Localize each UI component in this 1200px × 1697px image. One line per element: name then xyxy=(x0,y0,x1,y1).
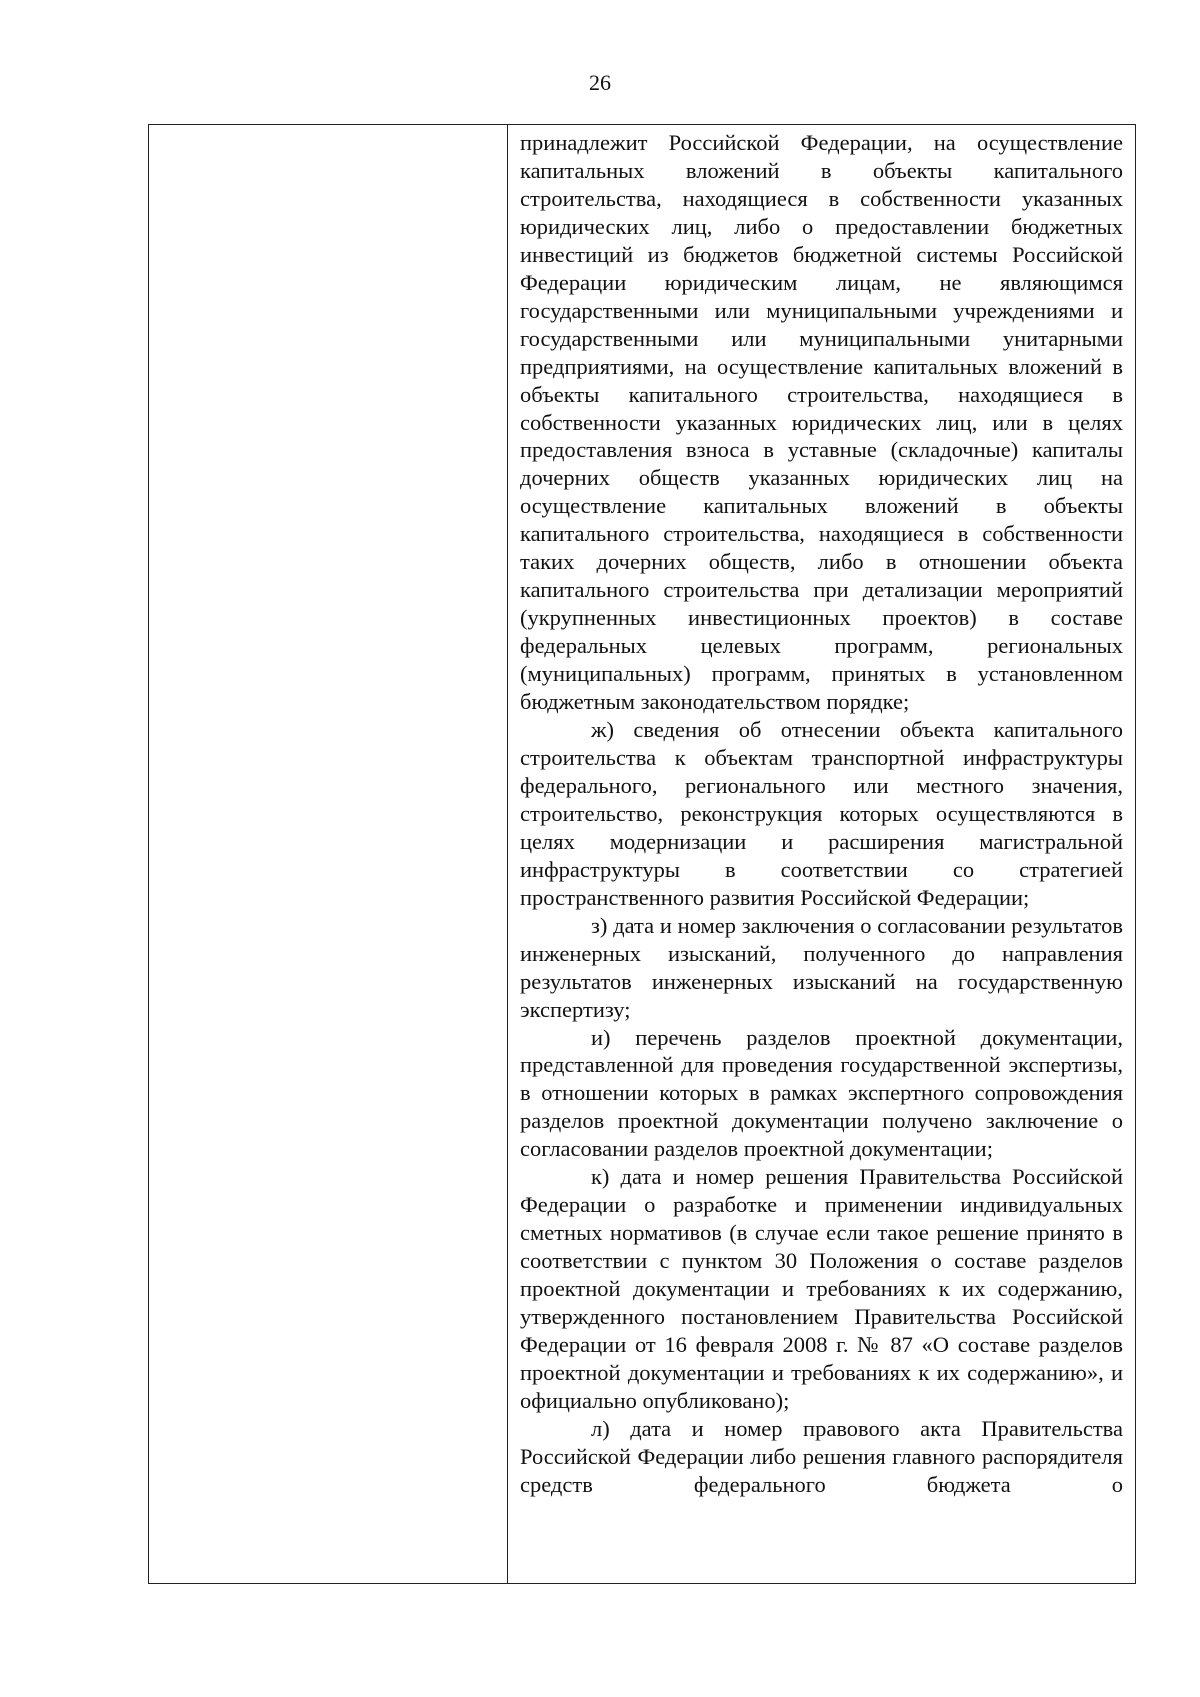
paragraph-item-i: и) перечень разделов проектной документации, представленной для проведения государственной экспертизы, в отношении которых в рамках экспертного сопровождения разделов проектной документации получено заключение о согласовании разделов проектной документации; xyxy=(520,1024,1123,1162)
table-cell-left xyxy=(149,125,508,1583)
document-table xyxy=(148,124,1136,1584)
paragraph-item-k: к) дата и номер решения Правительства Российской Федерации о разработке и применении индивидуальных сметных нормативов (в случае если такое решение принято в соответствии с пунктом 30 Положения о составе разделов проектной документации и требованиях к их содержанию, утвержденного постановлением Правительства Российской Федерации от 16 февраля 2008 г. № 87 «О составе разделов проектной документации и требованиях к их содержанию», и официально опубликовано); xyxy=(520,1164,1123,1413)
page-number: 26 xyxy=(589,70,611,95)
paragraph-item-z: з) дата и номер заключения о согласовании результатов инженерных изысканий, полученного до направления результатов инженерных изысканий на государственную экспертизу; xyxy=(520,912,1123,1022)
table-cell-right xyxy=(508,125,1135,1583)
paragraph-continuation: принадлежит Российской Федерации, на осуществление капитальных вложений в объекты капитального строительства, находящиеся в собственности указанных юридических лиц, либо о предоставлении бюджетных инвестиций из бюджетов бюджетной системы Российской Федерации юридическим лицам, не являющимся государственными или муниципальными учреждениями и государственными или муниципальными унитарными предприятиями, на осуществление капитальных вложений в объекты капитального строительства, находящиеся в собственности указанных юридических лиц, или в целях предоставления взноса в уставные (складочные) капиталы дочерних обществ указанных юридических лиц на осуществление капитальных вложений в объекты капитального строительства, находящиеся в собственности таких дочерних обществ, либо в отношении объекта капитального строительства при детализации мероприятий (укрупненных инвестиционных проектов) в составе федеральных целевых программ, региональных (муниципальных) программ, принятых в установленном бюджетным законодательством порядке; xyxy=(520,130,1123,715)
paragraph-item-l: л) дата и номер правового акта Правительства Российской Федерации либо решения главного распорядителя средств федерального бюджета о xyxy=(520,1415,1123,1497)
paragraph-item-zh: ж) сведения об отнесении объекта капитального строительства к объектам транспортной инфраструктуры федерального, регионального или местного значения, строительство, реконструкция которых осуществляются в целях модернизации и расширения магистральной инфраструктуры в соответствии со стратегией пространственного развития Российской Федерации; xyxy=(520,717,1123,910)
